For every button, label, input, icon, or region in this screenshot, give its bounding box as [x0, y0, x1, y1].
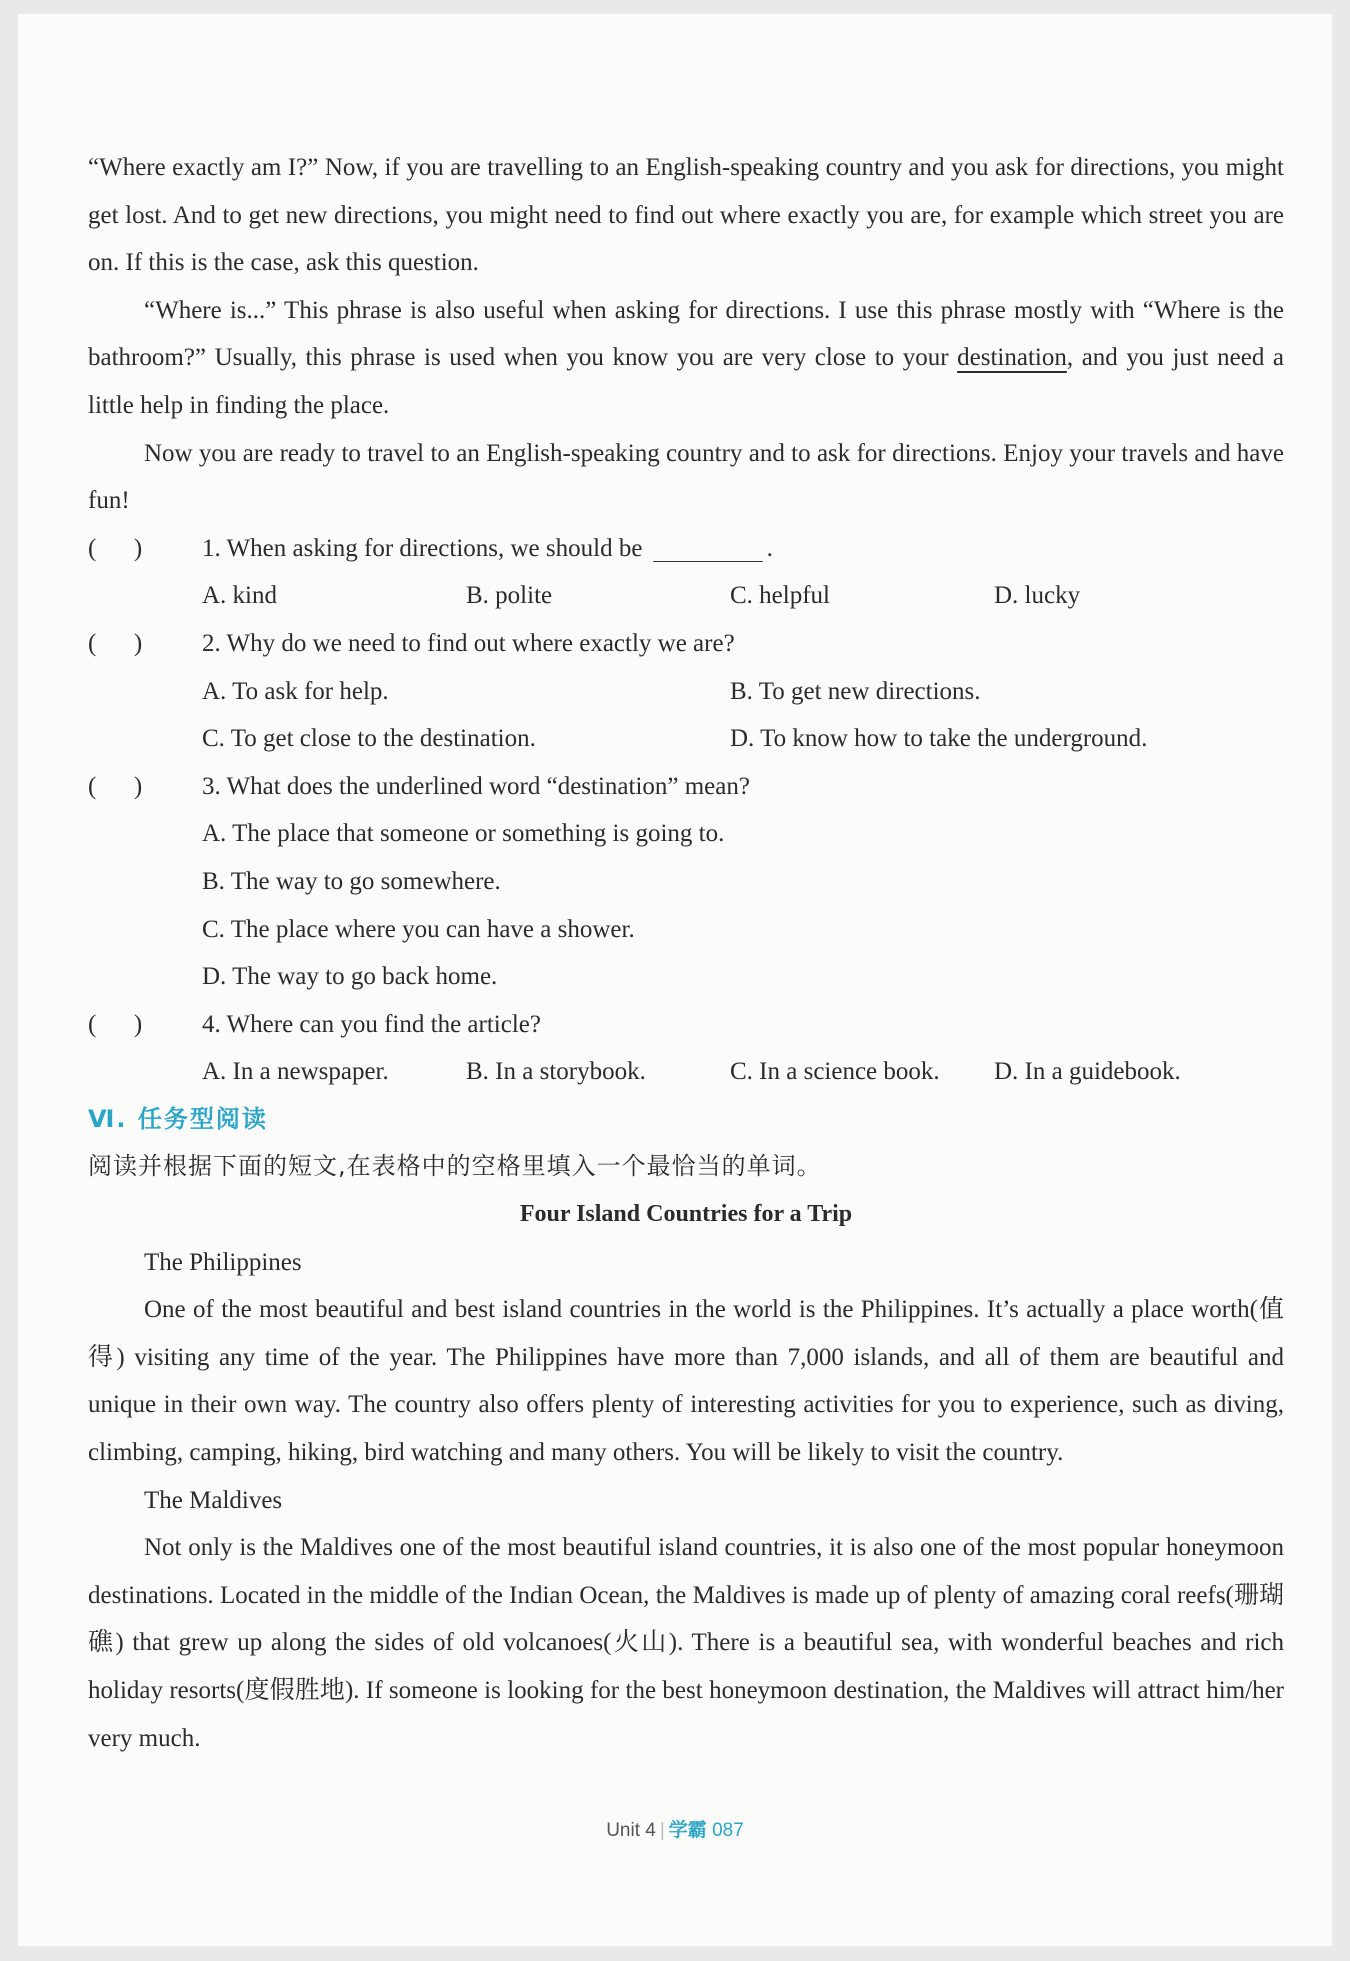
section-heading: Ⅵ. 任务型阅读 — [88, 1104, 268, 1133]
subheading-philippines: The Philippines — [144, 1248, 302, 1276]
option[interactable]: A. To ask for help. — [202, 677, 389, 705]
section-instruction: 阅读并根据下面的短文,在表格中的空格里填入一个最恰当的单词。 — [88, 1152, 822, 1181]
option[interactable]: A. The place that someone or something is going to. — [202, 820, 725, 848]
answer-blank[interactable] — [653, 539, 763, 562]
article-paragraph-2: “Where is...” This phrase is also useful when asking for directions. I use this phrase mostly with “Where is the bathroom?” Usually, this phrase is used when you know you are very close to your destination, and you just need a little help in finding the place. — [88, 296, 1284, 419]
question-3 — [88, 763, 1284, 811]
question-2 — [88, 620, 1284, 668]
option[interactable]: D. In a guidebook. — [994, 1058, 1181, 1086]
footer-brand: 学霸 — [668, 1819, 707, 1841]
page-number: 087 — [712, 1820, 744, 1841]
option[interactable]: B. polite — [466, 582, 553, 610]
content — [88, 144, 1284, 1762]
options-row — [88, 715, 1284, 763]
question-stem: 1. When asking for directions, we should be . — [202, 534, 773, 562]
question-stem: 2. Why do we need to find out where exactly we are? — [202, 629, 735, 657]
options-row — [88, 572, 1284, 620]
page-footer — [18, 1815, 1332, 1842]
answer-paren[interactable]: ( ) — [88, 534, 143, 562]
answer-paren[interactable]: ( ) — [88, 629, 143, 657]
article-paragraph-3: Now you are ready to travel to an English-speaking country and to ask for directions. Enjoy your travels and have fun! — [88, 439, 1284, 515]
option[interactable]: B. In a storybook. — [466, 1058, 646, 1086]
option[interactable]: D. The way to go back home. — [202, 963, 498, 991]
underlined-word: destination — [957, 344, 1067, 372]
article-paragraph-1: “Where exactly am I?” Now, if you are travelling to an English-speaking country and you ask for directions, you might get lost. And to get new directions, you might need to find out where exactly you are, for example which street you are on. If this is the case, ask this question. — [88, 154, 1284, 277]
question-stem: 4. Where can you find the article? — [202, 1010, 541, 1038]
footer-unit: Unit 4 — [606, 1820, 656, 1841]
answer-paren[interactable]: ( ) — [88, 1010, 143, 1038]
question-1 — [88, 525, 1284, 573]
question-4 — [88, 1001, 1284, 1049]
option[interactable]: B. To get new directions. — [730, 677, 981, 705]
option[interactable]: A. In a newspaper. — [202, 1058, 389, 1086]
answer-paren[interactable]: ( ) — [88, 772, 143, 800]
footer-separator: | — [659, 1820, 665, 1841]
page — [18, 14, 1332, 1946]
option[interactable]: D. lucky — [994, 582, 1081, 610]
paragraph-maldives: Not only is the Maldives one of the most beautiful island countries, it is also one of the most popular honeymoon destinations. Located in the middle of the Indian Ocean, the Maldives is made up of plenty of amazing coral reefs(珊瑚礁) that grew up along the sides of old volcanoes(火山). There is a beautiful sea, with wonderful beaches and rich holiday resorts(度假胜地). If someone is looking for the best honeymoon destination, the Maldives will attract him/her very much. — [88, 1534, 1284, 1752]
options-row — [88, 1048, 1284, 1096]
option[interactable]: C. In a science book. — [730, 1058, 940, 1086]
option[interactable]: A. kind — [202, 582, 277, 610]
option[interactable]: D. To know how to take the underground. — [730, 725, 1148, 753]
option[interactable]: C. To get close to the destination. — [202, 725, 536, 753]
options-row — [88, 668, 1284, 716]
paragraph-philippines: One of the most beautiful and best island countries in the world is the Philippines. It’s actually a place worth(值得) visiting any time of the year. The Philippines have more than 7,000 islands, and all of them are beautiful and unique in their own way. The country also offers plenty of interesting activities for you to experience, such as diving, climbing, camping, hiking, bird watching and many others. You will be likely to visit the country. — [88, 1296, 1284, 1467]
option[interactable]: C. The place where you can have a shower. — [202, 915, 635, 943]
subheading-maldives: The Maldives — [144, 1486, 283, 1514]
option[interactable]: B. The way to go somewhere. — [202, 867, 501, 895]
passage-title: Four Island Countries for a Trip — [519, 1201, 853, 1228]
option[interactable]: C. helpful — [730, 582, 830, 610]
question-stem: 3. What does the underlined word “destination” mean? — [202, 772, 750, 800]
